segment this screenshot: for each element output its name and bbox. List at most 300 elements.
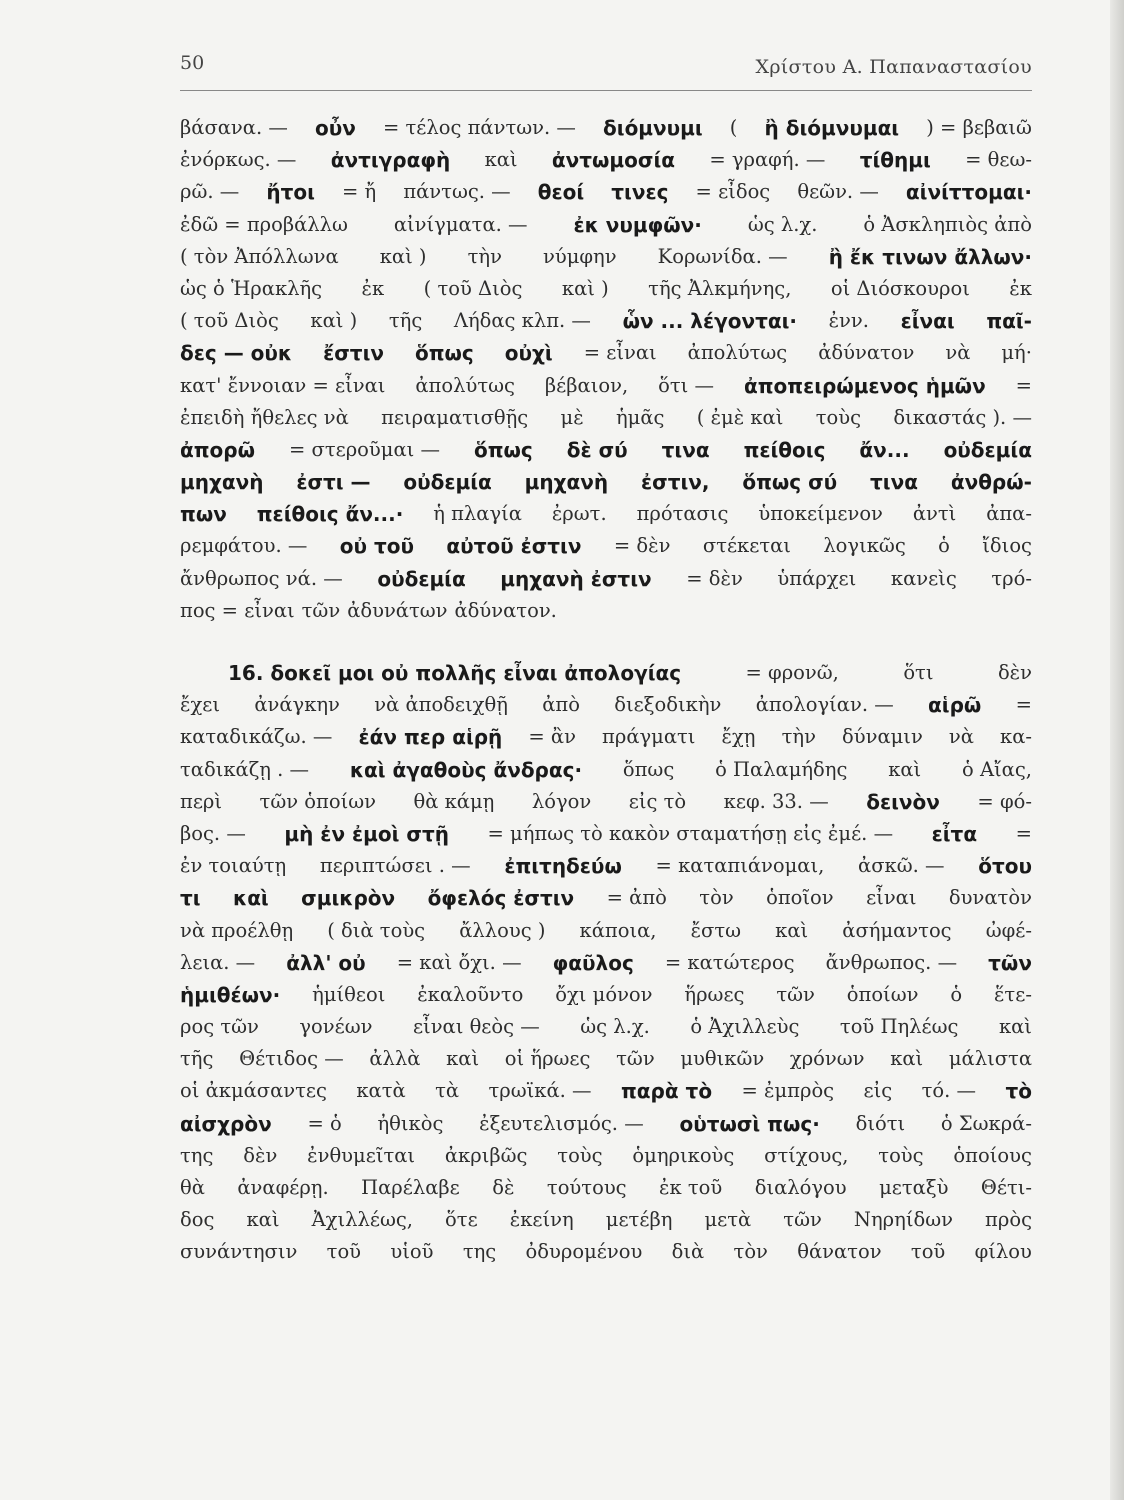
gloss-text: ἐνόρκως. — [180,148,297,172]
lemma-term: αἰνίττομαι· [905,180,1032,205]
gloss-text: τῆς Ἀλκμήνης, [648,276,792,300]
lemma-term: ὅπως [473,437,533,462]
text-line [180,209,1032,241]
text-line [180,721,1032,753]
gloss-text: εἰς [863,1079,893,1103]
gloss-text: = δὲν [686,566,743,590]
gloss-text: πος = εἶναι [180,598,295,622]
lemma-term: οὐδεμία [403,470,492,495]
lemma-term: οὐχὶ [504,341,553,366]
gloss-text: ἀπολύτως [415,373,515,397]
lemma-term: ὅτου [978,854,1032,879]
gloss-text: δος [180,1208,215,1232]
gloss-text: ἐνν. [828,309,869,333]
text-line [180,563,1032,595]
gloss-text: νὰ προέλθῃ [180,918,294,942]
gloss-text: τούτους [546,1176,627,1199]
gloss-text: = κατώτερος [664,950,795,974]
gloss-text: ἀντὶ [912,502,957,526]
gloss-text: λόγον [531,789,592,813]
gloss-text: τῶν [783,1208,822,1232]
gloss-text: μεταξὺ [879,1176,949,1199]
gloss-text: ὁ Σωκρά- [940,1111,1032,1135]
gloss-text: τὰ [435,1079,460,1103]
paragraph-gap [180,627,1032,657]
lemma-term: ἀντιγραφὴ [330,148,451,173]
gloss-text: = φό- [977,789,1032,813]
text-line [180,1108,1032,1140]
gloss-text: νὰ [945,341,971,365]
gloss-text: = ἤ [342,180,377,204]
text-line [180,176,1032,208]
lemma-term: εἶναι [900,309,955,334]
lemma-term: ἐπιτηδεύω [504,854,622,879]
gloss-text: ἀναφέρῃ. [237,1176,329,1199]
gloss-text: κάποια, [579,918,657,942]
gloss-text: = ὁ [307,1111,342,1135]
gloss-text: = ἐμπρὸς [741,1079,835,1103]
gloss-text: = καταπιάνομαι, [655,854,825,878]
gloss-text: πράγματι [602,725,696,749]
text-line [180,915,1032,947]
text-line [180,370,1032,402]
gloss-text: κα- [1000,725,1032,749]
gloss-text: βέβαιον, [544,373,629,397]
gloss-text: ὁ [950,982,963,1006]
gloss-text: στίχους, [764,1143,849,1167]
gloss-text: διὰ [671,1240,705,1264]
paragraph-1 [180,112,1032,627]
gloss-text: Νηρηίδων [853,1208,953,1232]
gloss-text: = [1015,693,1032,717]
gloss-text: ὠφέ- [985,918,1032,942]
lemma-term: ἄν... [859,437,910,462]
gloss-text: ἐκαλοῦντο [417,982,524,1006]
gloss-text: ἔστω [690,918,742,942]
gloss-text: διεξοδικὴν [614,693,722,717]
gloss-text: τῶν [616,1047,655,1071]
gloss-text: τὸν [733,1240,768,1264]
gloss-text: ὁποίων [846,982,919,1006]
gloss-text: φίλου [974,1240,1032,1264]
gloss-text: ὑποκείμενον [758,502,883,526]
gloss-text: ὅτι — [658,373,714,397]
lemma-term: ἀντωμοσία [551,148,675,173]
text-line [180,1204,1032,1236]
gloss-text: τῆς [180,1047,214,1071]
lemma-term: καὶ ἀγαθοὺς ἄνδρας· [349,757,583,782]
lemma-term: ὅπως [414,341,474,366]
gloss-text: συνάντησιν [180,1240,298,1264]
lemma-term: ἤτοι [266,180,315,205]
text-line [180,305,1032,337]
gloss-text: δὲ [492,1176,515,1199]
gloss-text: = μήπως τὸ κακὸν σταματήσῃ εἰς ἐμέ. — [487,821,894,845]
gloss-text: εἶναι [866,886,917,910]
gloss-text: εἰς τὸ [628,789,687,813]
lemma-term: δες — οὐκ [180,341,293,366]
gloss-text: περὶ [180,789,223,813]
gloss-text: ἴδιος [982,534,1032,558]
gloss-text: ὁ Αἴας, [962,757,1032,781]
lemma-term: πων [180,502,227,527]
gloss-text: Ἀχιλλέως, [311,1208,413,1232]
lemma-term: παρὰ τὸ [620,1079,713,1104]
gloss-text: καὶ ) [379,244,427,268]
text-line [180,434,1032,466]
gloss-text: υἱοῦ [390,1240,434,1264]
gloss-text: ἐδῶ = προβάλλω [180,212,348,236]
lemma-term: φαῦλος [552,950,634,975]
gloss-text: της [180,1143,214,1167]
lemma-term: ἐστιν, [640,470,710,495]
gloss-text: λογικῶς [823,534,906,558]
gloss-text: δὲν [243,1143,278,1167]
text-line [180,1140,1032,1172]
lemma-term: ἢ ἔκ τινων ἄλλων· [828,244,1032,269]
gloss-text: δύναμιν [842,725,923,749]
gloss-text: δικαστάς ). — [893,405,1032,429]
lemma-term: τινες [611,180,669,205]
gloss-text: ἐρωτ. [551,502,607,526]
gloss-text: διαλόγου [754,1176,847,1199]
gloss-text: ἀνάγκην [254,693,340,717]
gloss-text: ἐκ [1009,276,1032,300]
lemma-term: τῶν [988,950,1032,975]
gloss-text: τοῦ Πηλέως [839,1015,959,1039]
gloss-text: Θέτιδος — [239,1047,344,1071]
gloss-text: ἄνθρωπος. — [825,950,958,974]
gloss-text: ὀδυρομένου [525,1240,643,1264]
gloss-text: τοὺς [557,1143,603,1167]
gloss-text: ὁ Ἀσκληπιὸς ἀπὸ [863,212,1032,236]
gloss-text: μὲ [560,405,584,429]
gloss-text: ἀδύνατον. [454,598,557,622]
lemma-term: μηχανὴ [524,470,609,495]
lemma-term: παῖ- [986,309,1032,334]
text-line [180,689,1032,721]
text-line [180,850,1032,882]
lemma-term: ἢ διόμνυμαι [764,116,900,140]
text-line [180,273,1032,305]
lemma-term: ὧν ... λέγονται· [622,309,797,334]
lemma-term: ἐάν περ αἱρῇ [358,725,503,750]
gloss-text: ὑπάρχει [777,566,857,590]
gloss-text: ὅτε [445,1208,478,1232]
gloss-text: = [1015,821,1032,845]
gloss-text: μάλιστα [948,1047,1032,1071]
gloss-text: ἐκ [361,276,385,300]
gloss-text: νὰ ἀποδειχθῇ [374,693,508,717]
gloss-text: ἄνθρωπος νά. — [180,566,343,590]
text-line [180,1043,1032,1075]
gloss-text: μετέβη [605,1208,673,1232]
gloss-text: ρεμφάτου. — [180,534,308,558]
gloss-text: ταδικάζῃ . — [180,757,310,781]
gloss-text: ὅτι [903,661,934,684]
lemma-term: ὄφελός ἐστιν [427,886,575,911]
gloss-text: ἀλλὰ [369,1047,421,1071]
gloss-text: ἀκριβῶς [444,1143,528,1167]
gloss-text: οἱ Διόσκουροι [830,276,970,300]
lemma-term: ἀποπειρώμενος ἡμῶν [743,373,986,398]
gloss-text: νύμφην [543,244,617,268]
gloss-text: ) = βεβαιῶ [926,116,1032,139]
text-line [180,1011,1032,1043]
lemma-term: ὅπως σύ [742,470,838,495]
gloss-text: θὰ [180,1176,205,1199]
text-line [180,979,1032,1011]
gloss-text: εἶναι θεὸς — [412,1015,540,1039]
text-line [180,595,1032,627]
page-header [180,46,1032,86]
text-line [180,754,1032,786]
gloss-text: ὁ [938,534,950,558]
gloss-text: ὁ Ἀχιλλεὺς [690,1015,800,1039]
gloss-text: χρόνων [789,1047,865,1071]
gloss-text: τρωϊκά. — [488,1079,592,1103]
gloss-text: καὶ [775,918,809,942]
gloss-text: ὁποῖον [766,886,834,910]
gloss-text: λεια. — [180,950,256,974]
gloss-text: ὡς λ.χ. [747,212,818,236]
gloss-text: = [1015,373,1032,397]
gloss-text: ὅπως [622,757,675,781]
gloss-text: = γραφή. — [709,148,826,172]
gloss-text: τοὺς [878,1143,924,1167]
lemma-term: ἀνθρώ- [950,470,1032,495]
gloss-text: τὴν [781,725,816,749]
gloss-text: Παρέλαβε [361,1176,460,1199]
gloss-text: τῶν [301,598,341,622]
text-line [180,337,1032,369]
lemma-term: ἀλλ' οὐ [286,950,366,975]
gloss-text: ἡμίθεοι [312,982,386,1006]
gloss-text: δὲν [997,661,1032,684]
gloss-text: Κορωνίδα. — [657,244,788,268]
lemma-term: διόμνυμι [603,116,703,140]
gloss-text: = θεω- [965,148,1032,172]
lemma-term: μὴ ἐν ἐμοὶ στῇ [284,821,449,846]
gloss-text: ( τοῦ Διὸς [423,276,523,300]
gloss-text: ὡς ὁ Ἡρακλῆς [180,276,323,300]
gloss-text: ( [729,116,738,139]
gloss-text: καὶ [484,148,518,172]
gloss-text: ἕτε- [993,982,1032,1006]
gloss-text: ἀπολύτως [687,341,788,365]
gloss-text: ( τοῦ Διὸς [180,309,279,333]
gloss-text: = ἂν [528,725,576,749]
gloss-text: καὶ [246,1208,280,1232]
gloss-text: οἱ ἥρωες [504,1047,591,1071]
gloss-text: = εἶδος [695,180,771,204]
gloss-text: πρὸς [985,1208,1032,1232]
gloss-text: γονέων [299,1015,373,1039]
lemma-term: δεινὸν [866,789,940,814]
gloss-text: καταδικάζω. — [180,725,333,749]
running-head: Χρίστου Α. Παπαναστασίου [755,56,1032,78]
gloss-text: τοῦ [910,1240,946,1264]
gloss-text: ἔχῃ [721,725,756,749]
lemma-term: εἶτα [931,821,978,846]
gloss-text: = στεροῦμαι — [288,437,440,461]
text-line [180,786,1032,818]
gloss-text: ἐνθυμεῖται [307,1143,416,1167]
lemma-term: οὐδεμία [377,566,466,591]
gloss-text: θὰ κάμῃ [413,789,495,813]
text-line [180,657,1032,689]
gloss-text: τὸν [699,886,734,910]
gloss-text: ἐπειδὴ ἤθελες νὰ [180,405,349,429]
gloss-text: ἀπα- [986,502,1032,526]
lemma-term: τὸ [1005,1079,1032,1104]
gloss-text: αἰνίγματα. — [393,212,528,236]
gloss-text: τῶν ὁποίων [259,789,376,813]
gloss-text: τῆς [388,309,423,333]
gloss-text: ἠθικὸς [377,1111,444,1135]
gloss-text: της [462,1240,497,1264]
lemma-term: τινα [870,470,918,495]
lemma-term: τινα [661,437,710,462]
gloss-text: ( ἐμὲ καὶ [696,405,784,429]
gloss-text: τρό- [991,566,1032,590]
gloss-text: ἀδύνατον [818,341,915,365]
page-number: 50 [180,52,205,74]
gloss-text: ὁποίους [953,1143,1032,1167]
text-line [180,498,1032,530]
text-line [180,1172,1032,1204]
lemma-term: οὑτωσὶ πως· [679,1111,820,1136]
gloss-text: ἀδυνάτων [347,598,448,622]
gloss-text: θάνατον [797,1240,882,1264]
gloss-text: ὁ Παλαμήδης [715,757,848,781]
gloss-text: ἀσήμαντος [842,918,952,942]
gloss-text: ἥρωες [684,982,745,1006]
lemma-term: ἔστιν [323,341,384,366]
gloss-text: νὰ [948,725,974,749]
lemma-term: πείθοις [743,437,826,462]
gloss-text: ὁμηρικοὺς [632,1143,735,1167]
gloss-text: Λήδας κλπ. — [453,309,591,333]
lemma-term: σμικρὸν [301,886,396,911]
gloss-text: τοῦ [326,1240,362,1264]
lemma-term: τίθημι [859,148,931,173]
lemma-term: οὐδεμία [943,437,1032,462]
gloss-text: στέκεται [702,534,791,558]
gloss-text: μυθικῶν [680,1047,765,1071]
text-line [180,144,1032,176]
gloss-text: ρῶ. — [180,180,240,204]
lemma-term: πείθοις ἄν...· [256,502,404,527]
gloss-text: τοὺς [815,405,861,429]
gloss-text: Θέτι- [980,1176,1032,1199]
text-line [180,947,1032,979]
lemma-term: τι [180,886,201,911]
gloss-text: τὴν [467,244,502,268]
gloss-text: πάντως. — [403,180,511,204]
gloss-text: πειραματισθῇς [381,405,529,429]
lemma-term: μηχανὴ [180,470,264,495]
gloss-text: ὡς λ.χ. [580,1015,650,1039]
header-rule [180,90,1032,91]
gloss-text: = καὶ ὄχι. — [396,950,522,974]
gloss-text: θεῶν. — [797,180,879,204]
lemma-term: αἱρῶ [928,693,982,718]
lemma-term: οὐ τοῦ [339,534,414,559]
text-line [180,1075,1032,1107]
gloss-text: καὶ [446,1047,480,1071]
gloss-text: καὶ ) [561,276,609,300]
text-line [180,882,1032,914]
body-text [180,112,1032,1269]
gloss-text: ἡμᾶς [616,405,665,429]
gloss-text: καὶ ) [310,309,358,333]
gloss-text: ( τὸν Ἀπόλλωνα [180,244,339,268]
text-line [180,402,1032,434]
gloss-text: ἡ πλαγία [433,502,522,526]
gloss-text: ἐξευτελισμός. — [479,1111,644,1135]
gloss-text: ἀπολογίαν. — [755,693,894,717]
gloss-text: τό. — [921,1079,977,1103]
gloss-text: διότι [855,1111,906,1135]
lemma-term: αἰσχρὸν [180,1111,272,1136]
lemma-term: ἐκ νυμφῶν· [573,212,702,237]
gloss-text: ρος τῶν [180,1015,259,1039]
gloss-text: μετὰ [704,1208,752,1232]
lemma-term: οὖν [314,116,356,140]
lemma-term: θεοί [537,180,585,205]
gloss-text: ἀσκῶ. — [858,854,945,878]
lemma-term: ἡμιθέων· [180,982,281,1007]
gloss-text: καὶ [890,1047,924,1071]
gloss-text: ἐν τοιαύτῃ [180,854,287,878]
paragraph-2 [180,657,1032,1269]
gloss-text: = φρονῶ, [745,661,839,684]
text-line [180,1236,1032,1268]
gloss-text: ἐκείνη [509,1208,574,1232]
gloss-text: ( διὰ τοὺς [327,918,426,942]
gloss-text: δυνατὸν [948,886,1032,910]
gloss-text: = ἀπὸ [606,886,667,910]
gloss-text: τῶν [776,982,815,1006]
lemma-term: καὶ [232,886,269,911]
gloss-text: κατ' ἔννοιαν = εἶναι [180,373,386,397]
lemma-term: δὲ σύ [566,437,628,462]
gloss-text: βάσανα. — [180,116,288,139]
text-line [180,818,1032,850]
lemma-term: αὐτοῦ ἐστιν [446,534,582,559]
page-edge-shadow [1110,0,1124,1500]
gloss-text: ἔχει [180,693,221,717]
gloss-text: = τέλος πάντων. — [382,116,576,139]
text-line [180,241,1032,273]
text-line [180,530,1032,562]
gloss-text: ἀπὸ [542,693,580,717]
gloss-text: ὄχι μόνον [555,982,653,1006]
gloss-text: βος. — [180,821,246,845]
gloss-text: μή· [1001,341,1032,365]
gloss-text: κατὰ [356,1079,406,1103]
gloss-text: περιπτώσει . — [319,854,471,878]
gloss-text: ἐκ τοῦ [659,1176,723,1199]
lemma-term: 16. δοκεῖ μοι οὐ πολλῆς εἶναι ἀπολογίας [228,661,682,685]
gloss-text: καὶ [998,1015,1032,1039]
gloss-text: ἄλλους ) [459,918,546,942]
gloss-text: κανεὶς [890,566,957,590]
lemma-term: ἀπορῶ [180,437,255,462]
lemma-term: μηχανὴ ἐστιν [500,566,652,591]
text-line [180,466,1032,498]
